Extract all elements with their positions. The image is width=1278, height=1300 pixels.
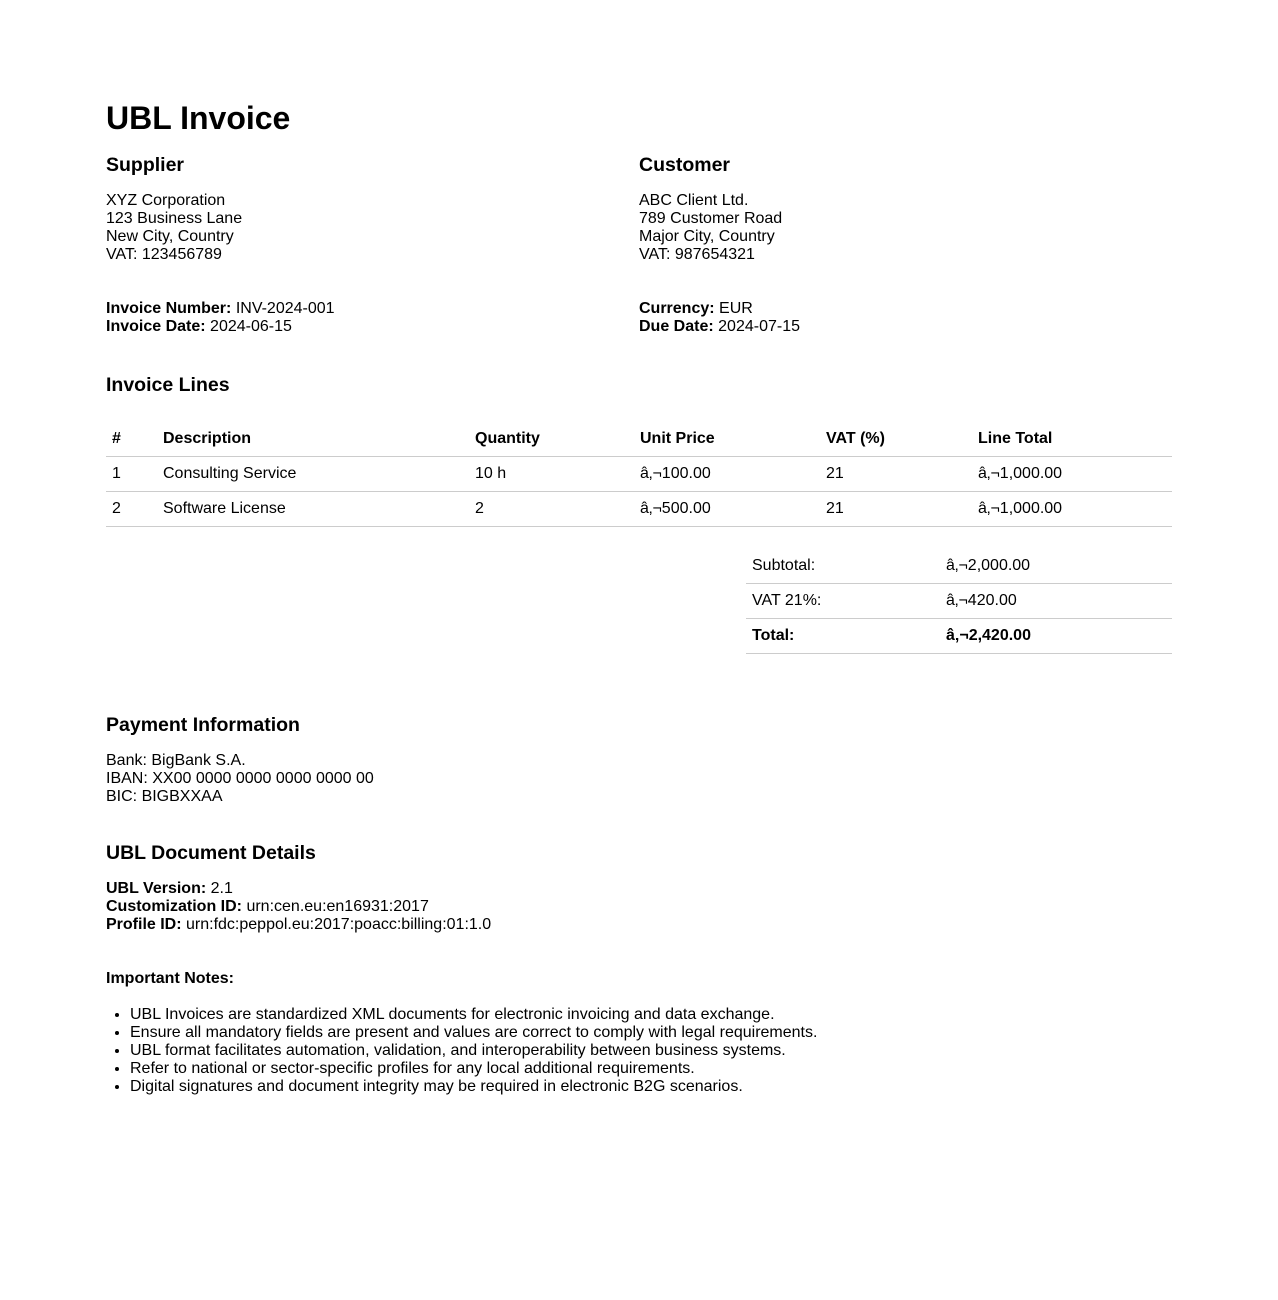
column-header-line-total: Line Total	[972, 422, 1172, 457]
currency-value: EUR	[719, 300, 753, 317]
due-date-label: Due Date:	[639, 318, 714, 335]
subtotal-label: Subtotal:	[746, 549, 940, 584]
payment-section	[106, 714, 1172, 806]
customer-name: ABC Client Ltd.	[639, 192, 749, 209]
list-item: • Digital signatures and document integrity may be required in electronic B2G scenarios.	[130, 1078, 1172, 1096]
payment-iban: IBAN: XX00 0000 0000 0000 0000 00	[106, 770, 374, 787]
list-item: • UBL Invoices are standardized XML documents for electronic invoicing and data exchange.	[130, 1006, 1172, 1024]
supplier-city: New City, Country	[106, 228, 234, 245]
table-header-row	[106, 422, 1172, 457]
table-row	[106, 457, 1172, 492]
vat-row	[746, 584, 1172, 619]
line-total: â‚¬1,000.00	[972, 492, 1172, 527]
customization-id-value: urn:cen.eu:en16931:2017	[246, 898, 429, 915]
invoice-number-row	[106, 300, 639, 318]
invoice-number-value: INV-2024-001	[235, 300, 335, 317]
customer-heading: Customer	[639, 154, 731, 176]
line-quantity: 10 h	[469, 457, 634, 492]
customer-city: Major City, Country	[639, 228, 775, 245]
invoice-meta-left	[106, 300, 639, 336]
supplier-street: 123 Business Lane	[106, 210, 243, 227]
currency-label: Currency:	[639, 300, 715, 317]
payment-heading: Payment Information	[106, 714, 300, 736]
line-quantity: 2	[469, 492, 634, 527]
ubl-details-section	[106, 842, 1172, 934]
invoice-lines-heading: Invoice Lines	[106, 374, 230, 396]
page-title: UBL Invoice	[106, 100, 291, 136]
payment-bank: Bank: BigBank S.A.	[106, 752, 246, 769]
line-unit-price: â‚¬100.00	[634, 457, 820, 492]
list-item: • UBL format facilitates automation, validation, and interoperability between business systems.	[130, 1042, 1172, 1060]
line-vat: 21	[820, 457, 972, 492]
total-value: â‚¬2,420.00	[940, 619, 1172, 654]
profile-id-value: urn:fdc:peppol.eu:2017:poacc:billing:01:1.0	[186, 916, 492, 933]
totals-table	[746, 549, 1172, 654]
parties-section	[106, 136, 1172, 264]
line-number: 1	[106, 457, 157, 492]
column-header-quantity: Quantity	[469, 422, 634, 457]
line-total: â‚¬1,000.00	[972, 457, 1172, 492]
customization-id-label: Customization ID:	[106, 898, 242, 915]
due-date-value: 2024-07-15	[718, 318, 800, 335]
invoice-date-value: 2024-06-15	[210, 318, 292, 335]
invoice-number-label: Invoice Number:	[106, 300, 232, 317]
supplier-vat: VAT: 123456789	[106, 246, 222, 263]
invoice-lines-table	[106, 422, 1172, 527]
line-number: 2	[106, 492, 157, 527]
column-header-description: Description	[157, 422, 469, 457]
table-row	[106, 492, 1172, 527]
profile-id-row	[106, 916, 1172, 934]
column-header-vat: VAT (%)	[820, 422, 972, 457]
ubl-version-row	[106, 880, 1172, 898]
vat-value: â‚¬420.00	[940, 584, 1172, 619]
notes-list	[106, 1006, 1172, 1096]
invoice-date-label: Invoice Date:	[106, 318, 206, 335]
supplier-block	[106, 154, 639, 264]
notes-heading: Important Notes:	[106, 970, 234, 987]
list-item: • Ensure all mandatory fields are present and values are correct to comply with legal requirements.	[130, 1024, 1172, 1042]
profile-id-label: Profile ID:	[106, 916, 182, 933]
invoice-meta-right	[639, 300, 1172, 336]
customization-id-row	[106, 898, 1172, 916]
currency-row	[639, 300, 1172, 318]
invoice-meta	[106, 300, 1172, 336]
vat-label: VAT 21%:	[746, 584, 940, 619]
payment-bic: BIC: BIGBXXAA	[106, 788, 223, 805]
line-description: Software License	[157, 492, 469, 527]
column-header-number: #	[106, 422, 157, 457]
column-header-unit-price: Unit Price	[634, 422, 820, 457]
line-vat: 21	[820, 492, 972, 527]
customer-vat: VAT: 987654321	[639, 246, 755, 263]
subtotal-value: â‚¬2,000.00	[940, 549, 1172, 584]
customer-address	[639, 192, 1172, 264]
ubl-details-heading: UBL Document Details	[106, 842, 316, 864]
customer-block	[639, 154, 1172, 264]
due-date-row	[639, 318, 1172, 336]
ubl-version-value: 2.1	[210, 880, 233, 897]
line-description: Consulting Service	[157, 457, 469, 492]
supplier-name: XYZ Corporation	[106, 192, 226, 209]
line-unit-price: â‚¬500.00	[634, 492, 820, 527]
total-row	[746, 619, 1172, 654]
totals-section	[106, 549, 1172, 654]
total-label: Total:	[746, 619, 940, 654]
customer-street: 789 Customer Road	[639, 210, 783, 227]
list-item: • Refer to national or sector-specific profiles for any local additional requirements.	[130, 1060, 1172, 1078]
supplier-address	[106, 192, 639, 264]
subtotal-row	[746, 549, 1172, 584]
invoice-date-row	[106, 318, 639, 336]
supplier-heading: Supplier	[106, 154, 185, 176]
ubl-version-label: UBL Version:	[106, 880, 207, 897]
